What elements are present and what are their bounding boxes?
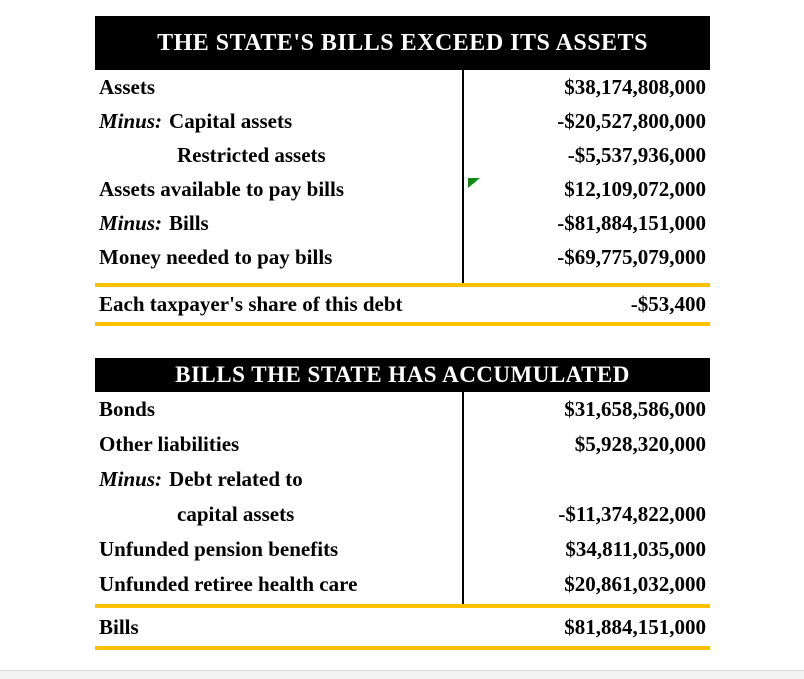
table-row-assets (95, 70, 710, 104)
table-row-minus-bills (95, 206, 710, 240)
row-label (95, 109, 464, 134)
summary-label: Bills (99, 614, 139, 639)
table-row-other-liabilities (95, 427, 710, 462)
row-label-text: Money needed to pay bills (99, 244, 333, 269)
row-value: $5,928,320,000 (574, 432, 706, 456)
row-label-text: Unfunded pension benefits (99, 537, 339, 561)
gold-rule (95, 646, 710, 650)
row-value (464, 177, 710, 202)
table-row-money-needed (95, 240, 710, 274)
minus-prefix: Minus: (99, 210, 163, 235)
gold-rule (95, 322, 710, 326)
row-label (95, 467, 464, 492)
row-value: -$69,775,079,000 (557, 244, 706, 269)
assets-table-rows (95, 70, 710, 283)
row-value: -$5,537,936,000 (567, 142, 706, 167)
row-label (95, 177, 464, 202)
bills-table-title: BILLS THE STATE HAS ACCUMULATED (175, 362, 630, 387)
table-row-minus-debt-related (95, 462, 710, 497)
row-label (95, 432, 464, 457)
row-value: $38,174,808,000 (564, 74, 706, 99)
row-value: -$81,884,151,000 (557, 210, 706, 235)
table-row-unfunded-retiree-health (95, 567, 710, 602)
excel-error-flag-icon (468, 178, 480, 188)
table-row-bonds (95, 392, 710, 427)
bottom-border-strip (0, 670, 804, 679)
row-label-text: Capital assets (169, 108, 293, 133)
table-row-restricted-assets (95, 138, 710, 172)
minus-prefix: Minus: (99, 108, 163, 133)
row-value: -$20,527,800,000 (557, 108, 706, 133)
row-label-text: Bills (169, 210, 209, 235)
bills-total-row (95, 608, 710, 646)
row-label-text: Debt related to (169, 467, 303, 491)
assets-table-title: THE STATE'S BILLS EXCEED ITS ASSETS (157, 29, 648, 56)
table-row-unfunded-pension (95, 532, 710, 567)
row-label (95, 537, 464, 562)
table-row-assets-available (95, 172, 710, 206)
row-label (95, 143, 464, 168)
summary-value: -$53,400 (630, 292, 706, 316)
row-label-text: Unfunded retiree health care (99, 572, 358, 596)
bills-table (95, 358, 710, 650)
summary-label: Each taxpayer's share of this debt (99, 292, 403, 316)
row-label (95, 502, 464, 527)
row-label-text: capital assets (177, 502, 295, 526)
row-label-text: Restricted assets (177, 142, 326, 167)
row-label (95, 245, 464, 270)
taxpayer-share-row (95, 287, 710, 322)
row-label-text: Bonds (99, 397, 156, 421)
row-value: $20,861,032,000 (564, 572, 706, 596)
row-value: $34,811,035,000 (565, 537, 706, 561)
table-row-minus-capital-assets (95, 104, 710, 138)
table-row-capital-assets (95, 497, 710, 532)
row-value: $31,658,586,000 (564, 397, 706, 421)
row-label-text: Other liabilities (99, 432, 240, 456)
assets-table (95, 16, 710, 326)
minus-prefix: Minus: (99, 467, 163, 491)
row-label-text: Assets available to pay bills (99, 176, 345, 201)
row-value: -$11,374,822,000 (558, 502, 706, 526)
summary-value: $81,884,151,000 (564, 614, 706, 639)
assets-table-title-bar (95, 16, 710, 70)
bills-table-title-bar (95, 358, 710, 392)
row-label (95, 211, 464, 236)
row-label (95, 75, 464, 100)
financial-tables (95, 16, 710, 650)
row-label (95, 572, 464, 597)
row-label (95, 397, 464, 422)
bills-table-rows (95, 392, 710, 604)
row-value-text: $12,109,072,000 (564, 176, 706, 201)
row-label-text: Assets (99, 74, 155, 99)
